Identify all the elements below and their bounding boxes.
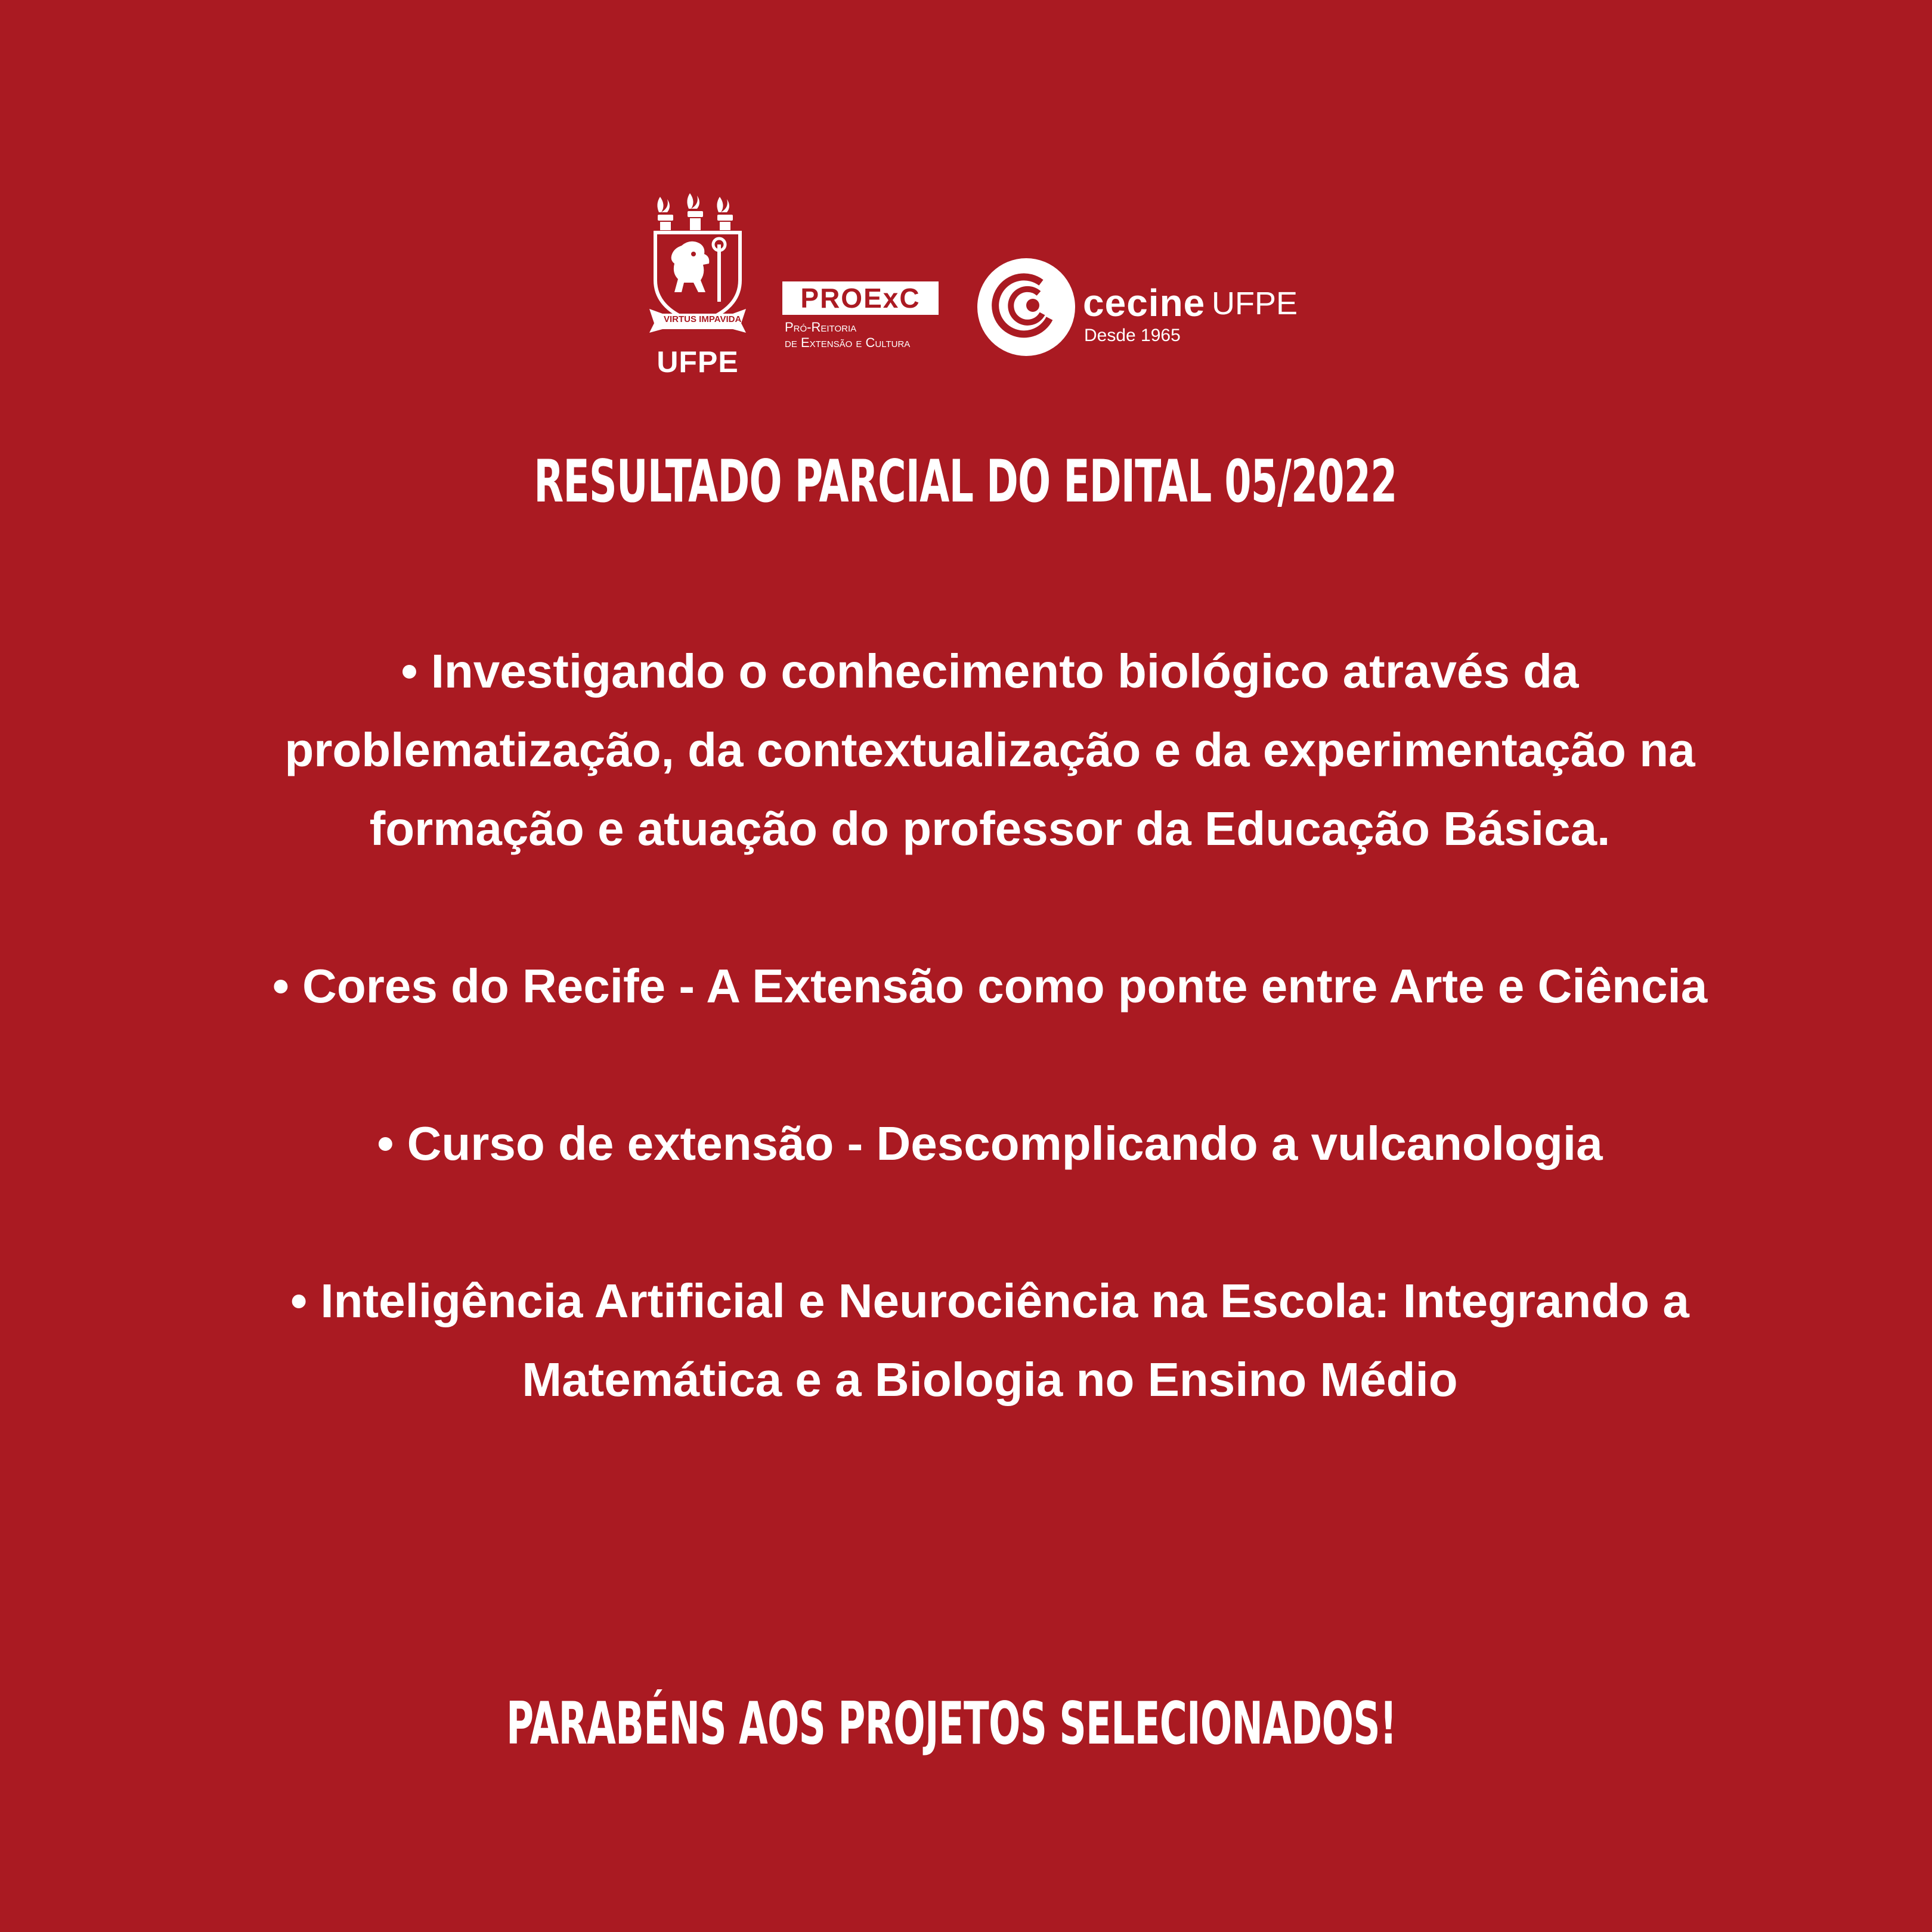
cecine-name: cecine <box>1083 281 1206 324</box>
project-item: • Investigando o conhecimento biológico através da problematização, da contextualização e da experimentação na formação e atuação do professor da Educação Básica. <box>284 645 1695 855</box>
logos-row <box>0 0 1932 417</box>
ufpe-name: UFPE <box>657 345 739 379</box>
cecine-since: Desde 1965 <box>1084 326 1181 345</box>
proexc-logo <box>782 281 943 353</box>
cecine-circle-logo-icon <box>976 256 1077 358</box>
cecine-institution: UFPE <box>1212 286 1298 321</box>
ufpe-motto: VIRTUS IMPAVIDA <box>664 314 742 324</box>
proexc-subtitle-line1: Pró-Reitoria <box>785 320 857 335</box>
project-item: • Curso de extensão - Descomplicando a vulcanologia <box>377 1117 1603 1170</box>
cecine-logo <box>976 256 1298 358</box>
footer-message: PARABÉNS AOS PROJETOS SELECIONADOS! <box>506 1690 1397 1758</box>
projects-list <box>250 632 1729 1419</box>
proexc-name: PROExC <box>782 281 939 315</box>
project-item: • Inteligência Artificial e Neurociência na Escola: Integrando a Matemática e a Biologia no Ensino Médio <box>290 1274 1689 1406</box>
proexc-subtitle-line2: de Extensão e Cultura <box>785 335 911 350</box>
ufpe-logo <box>647 191 748 382</box>
page-title: RESULTADO PARCIAL DO EDITAL 05/2022 <box>534 448 1397 516</box>
project-item: • Cores do Recife - A Extensão como ponte entre Arte e Ciência <box>272 959 1708 1013</box>
